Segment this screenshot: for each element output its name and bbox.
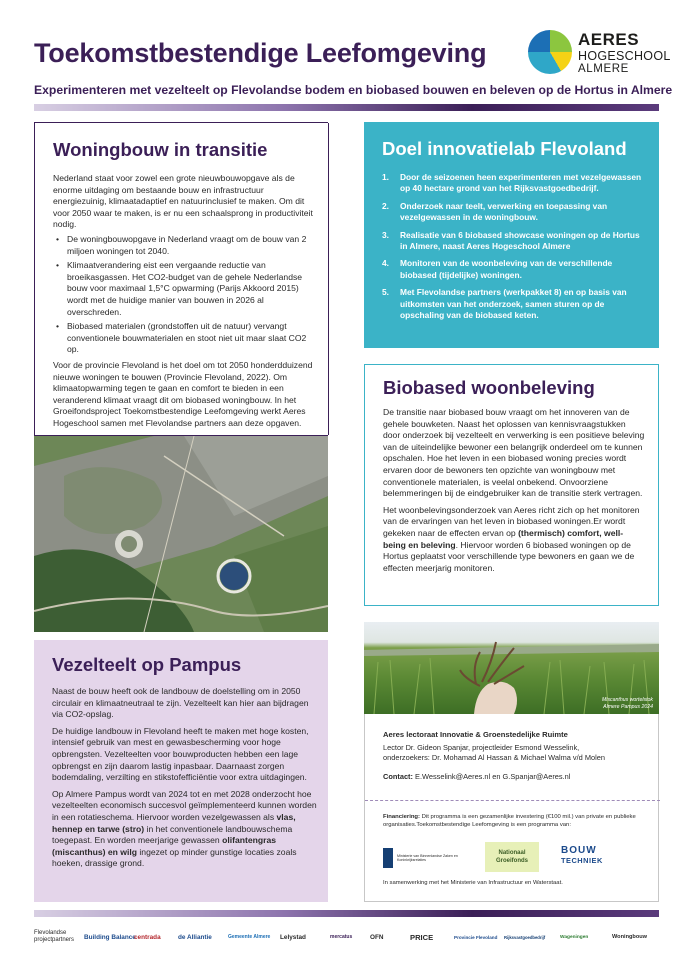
partners-label: [34, 930, 74, 945]
list-item: • De woningbouwopgave in Nederland vraagt om de bouw van 2 miljoen woningen tot 2040.: [53, 234, 319, 257]
vezelteelt-paragraph-3: [52, 789, 320, 870]
aeres-logo-icon: [528, 30, 572, 74]
logo-line-3: ALMERE: [578, 63, 629, 75]
doel-list: [382, 172, 646, 327]
partner-logo-gemeente-almere: Gemeente Almere: [228, 934, 271, 940]
text-span: in het conventionele landbouwschema toegepast. En worden meerjarige gewassen: [52, 823, 293, 846]
page-title: Toekomstbestendige Leefomgeving: [34, 38, 487, 68]
contact-divider: [365, 800, 660, 801]
logo-line-2: HOGESCHOOL: [578, 49, 671, 63]
partners-label-line: Flevolandse: [34, 930, 67, 936]
partner-logo-provincie-flevoland: Provincie Flevoland: [454, 934, 498, 940]
list-text: Met Flevolandse partners (werkpakket 8) en op basis van uitkomsten van het onderzoek, samen sturen op de opschaling van de biobased keten.: [400, 287, 627, 321]
partner-logo-mercatus: mercatus: [330, 934, 353, 940]
bouw-techniek-logo: [561, 846, 641, 868]
list-number: 2.: [382, 200, 389, 211]
partner-logo-de-alliantie: de Alliantie: [178, 933, 212, 941]
partner-logo-price: PRICE: [410, 932, 434, 942]
emphasis-text: (thermisch) comfort, well-being en beleving: [383, 527, 624, 550]
logo-line-1: AERES: [578, 30, 640, 49]
photo-caption-line: Miscanthus wortelstok: [601, 697, 653, 704]
text-span: Op Almere Pampus wordt van 2024 tot en met 2028 onderzocht hoe vezelteelten economisch succesvol geïmplementeerd kunnen worden in een rotatieschema. Hiervoor worden vezelgewassen als: [52, 788, 317, 822]
bouw-techniek-text: TECHNIEK: [561, 856, 603, 865]
vezelteelt-title: Vezelteelt op Pampus: [52, 654, 242, 675]
contact-team-line-1: Lector Dr. Gideon Spanjar, projectleider Esmond Wesselink,: [383, 743, 580, 752]
text-span: Het woonbelevingsonderzoek van Aeres richt zich op het monitoren van de ervaringen van het leven in biobased woningen.Er wordt gekeken naar de effecten ervan op: [383, 504, 640, 538]
list-item: [382, 172, 646, 195]
list-number: 1.: [382, 172, 389, 182]
partners-label-line: projectpartners: [34, 937, 75, 944]
doel-title: Doel innovatielab Flevoland: [382, 138, 627, 159]
ministerie-logo-icon: [383, 848, 393, 868]
groeifonds-logo: [485, 842, 539, 872]
list-number: 5.: [382, 287, 389, 298]
contact-footer: In samenwerking met het Ministerie van Infrastructuur en Waterstaat.: [383, 880, 563, 886]
contact-title: Aeres lectoraat Innovatie & Groenstedelijke Ruimte: [383, 730, 568, 739]
top-divider-bar: [34, 104, 659, 111]
list-number: 3.: [382, 229, 389, 240]
contact-team-line-2: onderzoekers: Dr. Mohamad Al Hassan & Michael Walma v/d Molen: [383, 753, 605, 762]
partner-logo-lelystad: Lelystad: [280, 933, 306, 941]
woningbouw-title: Woningbouw in transitie: [53, 139, 268, 160]
list-item: [382, 287, 646, 321]
biobased-title: Biobased woonbeleving: [383, 377, 595, 398]
list-item: [382, 258, 646, 281]
page-subtitle: Experimenteren met vezelteelt op Flevolandse bodem en biobased bouwen en beleven op de Hortus in Almere: [34, 83, 673, 97]
aeres-logo: [528, 28, 671, 78]
list-text: Realisatie van 6 biobased showcase woningen op de Hortus in Almere, naast Aeres Hogeschool Almere: [400, 229, 640, 252]
list-item: • Biobased materialen (grondstoffen uit de natuur) vervangt conventionele bouwmaterialen en stoot niet uit maar slaat CO2 op.: [53, 321, 319, 356]
emphasis-text: vlas, hennep en tarwe (stro): [52, 811, 296, 834]
vezelteelt-section: [34, 640, 328, 902]
list-item: [382, 201, 646, 224]
bouw-techniek-text: BOUW: [561, 845, 597, 856]
program-logos: [383, 842, 647, 872]
list-item: • Klimaatverandering eist een vergaande reductie van broeikasgassen. Het CO2-budget van de gehele Nederlandse bouw voor maximaal 1,5°C opwarming (Parijs Akkoord 2015) wordt met de huidige manier van bouwen in 2026 al overschreden.: [53, 260, 319, 318]
photo-caption: [602, 697, 653, 710]
financiering-text: [383, 814, 647, 829]
ministerie-logo: [383, 846, 461, 870]
doel-section: [364, 122, 659, 348]
ministerie-logo-text: Ministerie van Binnenlandse Zaken en Koninkrijksrelaties: [397, 853, 458, 862]
contact-email-link[interactable]: E.Wesselink@Aeres.nl en G.Spanjar@Aeres.nl: [415, 772, 571, 781]
woningbouw-outro: Voor de provincie Flevoland is het doel om tot 2050 honderdduizend nieuwe woningen te bouwen (Provincie Flevoland, 2022). Om klimaatopwarming tegen te gaan en comfort te bieden in een veranderend klimaat vraagt dit om biobased woningbouw. In het Groeifondsproject Toekomstbestendige Leefomgeving werkt Aeres Hogeschool samen met Flevolandse partners aan deze opgaven.: [53, 359, 313, 428]
text-span: . Hiervoor worden 6 biobased woningen op de Hortus geplaatst voor verschillende type bewoners en gaan we de effecten meerjarig monitoren.: [383, 539, 635, 573]
vezelteelt-paragraph-1: Naast de bouw heeft ook de landbouw de doelstelling om in 2050 circulair en klimaatneutraal te zijn. Vezelteelt kan hier aan bijdragen via CO2-opslag.: [52, 686, 309, 720]
contact-section: [364, 714, 659, 902]
list-text: Onderzoek naar teelt, verwerking en toepassing van vezelgewassen in de woningbouw.: [400, 200, 608, 223]
woningbouw-bullets: [53, 234, 319, 356]
contact-emails: [383, 772, 570, 782]
photo-caption-line: Almere Pampus 2024: [603, 703, 653, 710]
financiering-label: Financiering:: [383, 814, 420, 820]
partner-logo-wageningen: Wageningen: [560, 934, 589, 940]
partner-logo-building-balance: Building Balance: [84, 933, 136, 941]
miscanthus-photo: [364, 622, 659, 714]
emphasis-text: olifantengras (miscanthus) en wilg: [52, 835, 277, 857]
partner-logo-centrada: centrada: [134, 933, 161, 941]
list-item: [382, 230, 646, 253]
list-number: 4.: [382, 258, 389, 269]
text-span: ingezet op minder gunstige locaties zoals hoeken, drassige grond.: [52, 846, 297, 869]
partner-logo-rijksvastgoedbedrijf: Rijksvastgoedbedrijf: [504, 934, 546, 940]
woningbouw-intro: Nederland staat voor zowel een grote nieuwbouwopgave als de enorme uitdaging om bestaande bouw en infrastructuur energiezuinig, klimaatadaptief en natuurinclusief te maken. Om dit voor 2050 waar te maken, is er nu een schaalsprong in productiviteit nodig.: [53, 173, 313, 230]
biobased-paragraph-2: [383, 505, 645, 575]
biobased-section: [364, 364, 659, 606]
partner-logo-ofn: OFN: [370, 933, 384, 941]
list-text: Monitoren van de woonbeleving van de verschillende biobased (tijdelijke) woningen.: [400, 258, 613, 280]
list-text: Door de seizoenen heen experimenteren met vezelgewassen op 40 hectare grond van het Rijksvastgoedbedrijf.: [400, 172, 642, 194]
vezelteelt-paragraph-2: De huidige landbouw in Flevoland heeft te maken met hoge kosten, intensief gebruik van mest en gewasbescherming voor hoge opbrengsten. Vezelteelten voor bouwproducten hebben een lage opbrengst en zijn daarom lastig inpasbaar. Daarnaast zorgen bodemdaling, verzilting en stikstofefficiëntie voor extra uitdagingen.: [52, 725, 309, 783]
groeifonds-logo-text: Nationaal: [498, 850, 526, 856]
groeifonds-logo-text: Groeifonds: [495, 858, 528, 864]
biobased-paragraph-1: De transitie naar biobased bouw vraagt om het innoveren van de gehele bouwketen. Naast het oplossen van kennisvraagstukken door onderzoek bij vezelteelt en verwerking is een positieve beleving van de uiteindelijke bewoner een belangrijk onderdeel om te kunnen opschalen. Hoe het leven in een biobased woning precies wordt ervaren door de bewoners ten opzichte van woningbouw met conventionele materialen, is veelal onbekend. Onvoorziene belemmeringen bij de eindgebruiker kan de transitie sterk vertragen.: [383, 407, 645, 499]
woningbouw-section: [34, 122, 328, 436]
aerial-photo-graphic: [34, 436, 328, 632]
partner-logo-woningbouw: Woningbouw: [612, 934, 648, 940]
bottom-divider-bar: [34, 910, 659, 917]
financiering-body: Dit programma is een gezamenlijke investering (€100 mil.) van private en publieke organisaties.Toekomstbestendige Leefomgeving is een programma van:: [383, 814, 636, 828]
aerial-photo-almere: [34, 436, 328, 632]
contact-label: Contact:: [383, 772, 413, 781]
